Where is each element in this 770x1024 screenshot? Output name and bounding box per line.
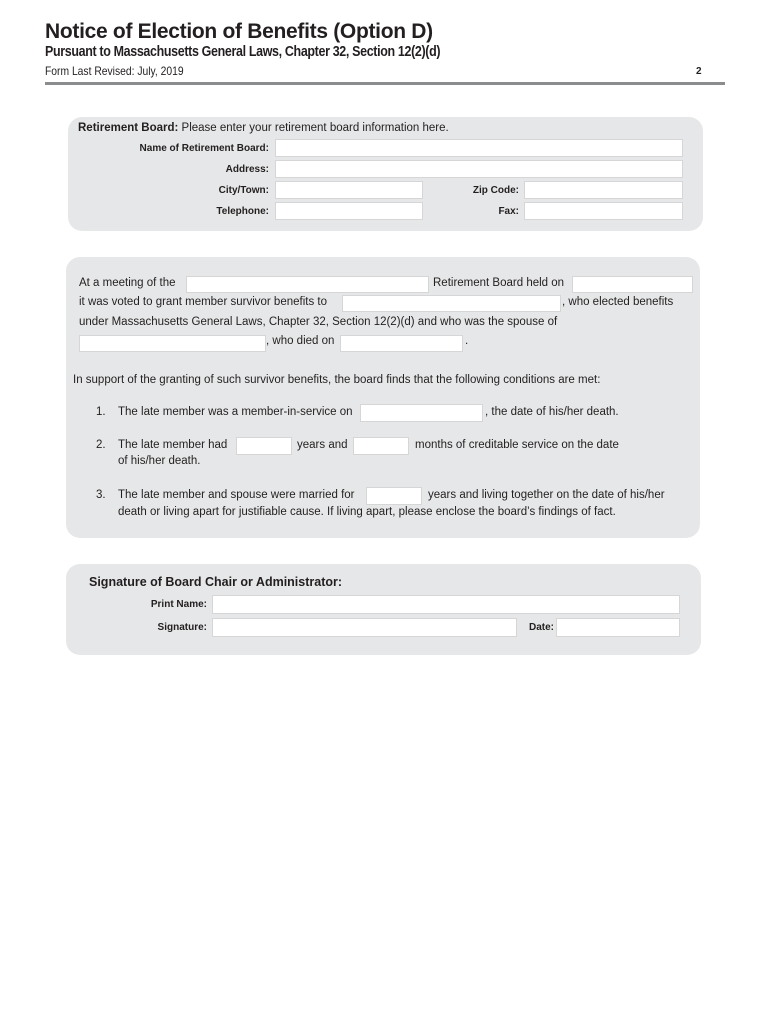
meeting-text-2: Retirement Board held on: [433, 277, 565, 289]
board-city-label: City/Town:: [218, 185, 269, 196]
condition-2-text: The late member had: [118, 439, 228, 451]
married-years-field[interactable]: [366, 487, 422, 505]
board-telephone-label: Telephone:: [216, 206, 269, 217]
service-months-field[interactable]: [353, 437, 409, 455]
condition-1-number: 1.: [96, 406, 106, 418]
board-instruction: Please enter your retirement board information here.: [181, 122, 449, 134]
board-zip-label: Zip Code:: [472, 185, 519, 196]
condition-3-number: 3.: [96, 489, 106, 501]
member-in-service-date-field[interactable]: [360, 404, 483, 422]
board-fax-field[interactable]: [524, 202, 683, 220]
service-years-field[interactable]: [236, 437, 292, 455]
deceased-member-field[interactable]: [79, 335, 266, 352]
print-name-field[interactable]: [212, 595, 680, 614]
board-city-field[interactable]: [275, 181, 423, 199]
retirement-board-panel: [68, 117, 703, 231]
death-date-field[interactable]: [340, 335, 463, 352]
meeting-text-5: under Massachusetts General Laws, Chapter 32, Section 12(2)(d) and who was the spouse of: [79, 316, 558, 328]
condition-1-text-end: , the date of his/her death.: [485, 406, 619, 418]
signature-panel: [66, 564, 701, 655]
support-statement: In support of the granting of such survivor benefits, the board finds that the following conditions are met:: [73, 374, 601, 386]
print-name-label: Print Name:: [150, 599, 207, 610]
meeting-text-1: At a meeting of the: [79, 277, 176, 289]
meeting-text-3: it was voted to grant member survivor benefits to: [79, 296, 327, 308]
page-title: Notice of Election of Benefits (Option D): [45, 20, 433, 43]
condition-1-text: The late member was a member-in-service on: [118, 406, 353, 418]
signature-heading: Signature of Board Chair or Administrator:: [89, 575, 343, 589]
condition-2-text-end: of his/her death.: [118, 455, 201, 467]
board-telephone-field[interactable]: [275, 202, 423, 220]
condition-3-text-end: death or living apart for justifiable cause. If living apart, please enclose the board’s findings of fact.: [118, 506, 616, 518]
header-rule: [45, 82, 725, 85]
board-zip-field[interactable]: [524, 181, 683, 199]
meeting-text-7: .: [465, 335, 469, 347]
meeting-panel: [66, 257, 700, 538]
date-label: Date:: [528, 622, 554, 633]
meeting-date-field[interactable]: [572, 276, 693, 293]
signature-date-field[interactable]: [556, 618, 680, 637]
meeting-text-6: , who died on: [266, 335, 335, 347]
board-name-field[interactable]: [275, 139, 683, 157]
board-name-meeting-field[interactable]: [186, 276, 429, 293]
form-revised-date: Form Last Revised: July, 2019: [45, 64, 184, 78]
board-heading: Retirement Board:: [78, 122, 179, 134]
condition-2-number: 2.: [96, 439, 106, 451]
survivor-name-field[interactable]: [342, 295, 561, 312]
condition-3-text-mid: years and living together on the date of his/her: [428, 489, 665, 501]
condition-3-text: The late member and spouse were married for: [118, 489, 355, 501]
board-name-label: Name of Retirement Board:: [139, 143, 269, 154]
page-subtitle: Pursuant to Massachusetts General Laws, Chapter 32, Section 12(2)(d): [45, 44, 441, 60]
page-number: 2: [696, 66, 702, 77]
board-fax-label: Fax:: [498, 206, 519, 217]
signature-label: Signature:: [157, 622, 207, 633]
board-address-field[interactable]: [275, 160, 683, 178]
condition-2-years-text: years and: [297, 439, 348, 451]
meeting-text-4: , who elected benefits: [562, 296, 674, 308]
board-address-label: Address:: [225, 164, 269, 175]
condition-2-months-text: months of creditable service on the date: [415, 439, 619, 451]
signature-field[interactable]: [212, 618, 517, 637]
